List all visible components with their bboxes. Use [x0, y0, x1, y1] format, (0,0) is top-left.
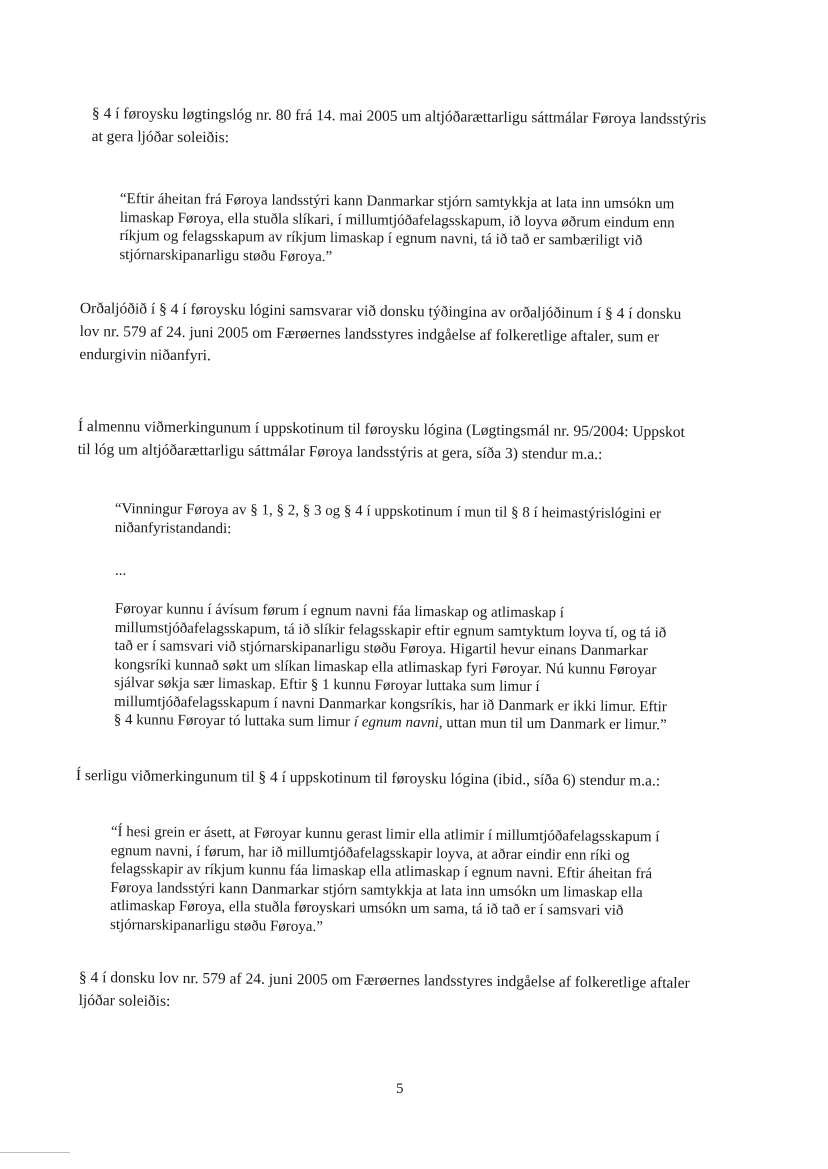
text-line: egnum navni, í førum, har ið millumtjóðafelagsskapir loyva, at aðrar eindir enn ríki og — [110, 842, 630, 864]
text-line: stjórnarskipanarligu støðu Føroya.” — [109, 916, 323, 935]
text-line: tað er í samsvari við stjórnarskipanarligu støðu Føroya. Higartil hevur einans Danmarkar — [114, 637, 648, 660]
text-line: til lóg um altjóðarættarligu sáttmálar Føroya landsstýris at gera, síða 3) stendur m.a.: — [77, 440, 603, 464]
text-line: stjórnarskipanarligu støðu Føroya.” — [119, 246, 333, 265]
text-segment: , uttan mun til um Danmark er limur.” — [438, 715, 667, 734]
quote-general-remarks — [115, 500, 661, 542]
paragraph-danish-law — [79, 966, 690, 1018]
scan-edge-mark — [0, 1152, 70, 1153]
text-segment: § 4 kunnu Føroyar tó luttaka sum limur — [113, 711, 354, 731]
text-line: limaskap Føroya, ella stuðla slíkari, í millumtjóðafelagsskapum, ið loyva øðrum eindum enn — [119, 209, 675, 231]
text-line: “Vinningur Føroya av § 1, § 2, § 3 og § 4 í uppskotinum í mun til § 8 í heimastýrislógini er — [114, 500, 662, 523]
text-line: kongsríki kunnað søkt um slíkan limaskap ella atlimaskap fyri Føroyar. Nú kunnu Føroyar — [114, 656, 657, 678]
text-line: sjálvar søkja sær limaskap. Eftir § 1 kunnu Føroyar luttaka sum limur í — [114, 674, 540, 696]
paragraph-general-remarks — [78, 415, 685, 467]
text-line: Í serligu viðmerkingunum til § 4 í uppskotinum til føroysku lógina (ibid., síða 6) stendur m.a.: — [75, 766, 661, 790]
text-line: at gera ljóðar soleiðis: — [91, 127, 230, 147]
text-line: Orðaljóðið í § 4 í føroysku lógini samsvarar við donsku týðingina av orðaljóðinum í § 4 í donsku — [79, 299, 682, 323]
quote-specific-remarks — [110, 823, 660, 939]
text-line: Í almennu viðmerkingunum í uppskotinum til føroysku lógina (Løgtingsmál nr. 95/2004: Uppskot — [77, 417, 685, 441]
quote-ellipsis: ... — [115, 563, 127, 579]
text-line: § 4 í føroysku løgtingslóg nr. 80 frá 14. mai 2005 um altjóðarættarligu sáttmálar Føroya landsstýris — [91, 104, 707, 128]
page-number: 5 — [396, 1081, 404, 1097]
text-line: atlimaskap Føroya, ella stuðla føroyskari umsókn um sama, tá ið tað er í samsvari við — [110, 897, 624, 919]
quote-section-4-faroese — [119, 190, 675, 269]
text-line: Føroyar kunnu í ávísum førum í egnum navni fáa limaskap og atlimaskap í — [114, 600, 565, 622]
text-line: “Eftir áheitan frá Føroya landsstýri kann Danmarkar stjórn samtykkja at lata inn umsókn um — [119, 190, 675, 213]
italic-emphasis: í egnum navni — [353, 714, 439, 732]
text-line: Føroya landsstýri kann Danmarkar stjórn samtykkja at lata inn umsókn um limaskap ella — [110, 879, 643, 901]
paragraph-specific-remarks — [76, 764, 660, 793]
text-line: felagsskapir av ríkjum kunnu fáa limaskap ella atlimaskap í egnum navni. Eftir áheitan frá — [110, 860, 653, 883]
text-line: lov nr. 579 af 24. juni 2005 om Færøernes landsstyres indgåelse af folkeretlige aftaler, sum er — [79, 322, 660, 346]
text-line — [114, 711, 667, 735]
quote-general-remarks-continued — [114, 600, 668, 735]
text-line: “Í hesi grein er ásett, at Føroyar kunnu gerast limir ella atlimir í millumtjóðafelagsskapum í — [110, 823, 660, 846]
paragraph-law-section-4 — [92, 102, 707, 154]
text-line: ljóðar soleiðis: — [78, 991, 171, 1010]
text-line: millumstjóðafelagsskapum, tá ið slíkir felagsskapir eftir egnum samtyktum loyva tí, og tá ið — [114, 619, 667, 641]
text-line: ríkjum og felagsskapum av ríkjum limaskap í egnum navni, tá ið tað er sambæriligt við — [119, 227, 643, 250]
text-line: millumtjóðafelagsskapum í navni Danmarkar kongsríkis, har ið Danmark er ikki limur. Eftir — [113, 693, 667, 715]
text-line: endurgivin niðanfyri. — [79, 345, 211, 365]
text-line: niðanfyristandandi: — [114, 519, 232, 537]
paragraph-wording-comparison — [79, 297, 681, 372]
text-line: § 4 í donsku lov nr. 579 af 24. juni 2005 om Færøernes landsstyres indgåelse af folkeretlige aftaler — [78, 968, 690, 992]
